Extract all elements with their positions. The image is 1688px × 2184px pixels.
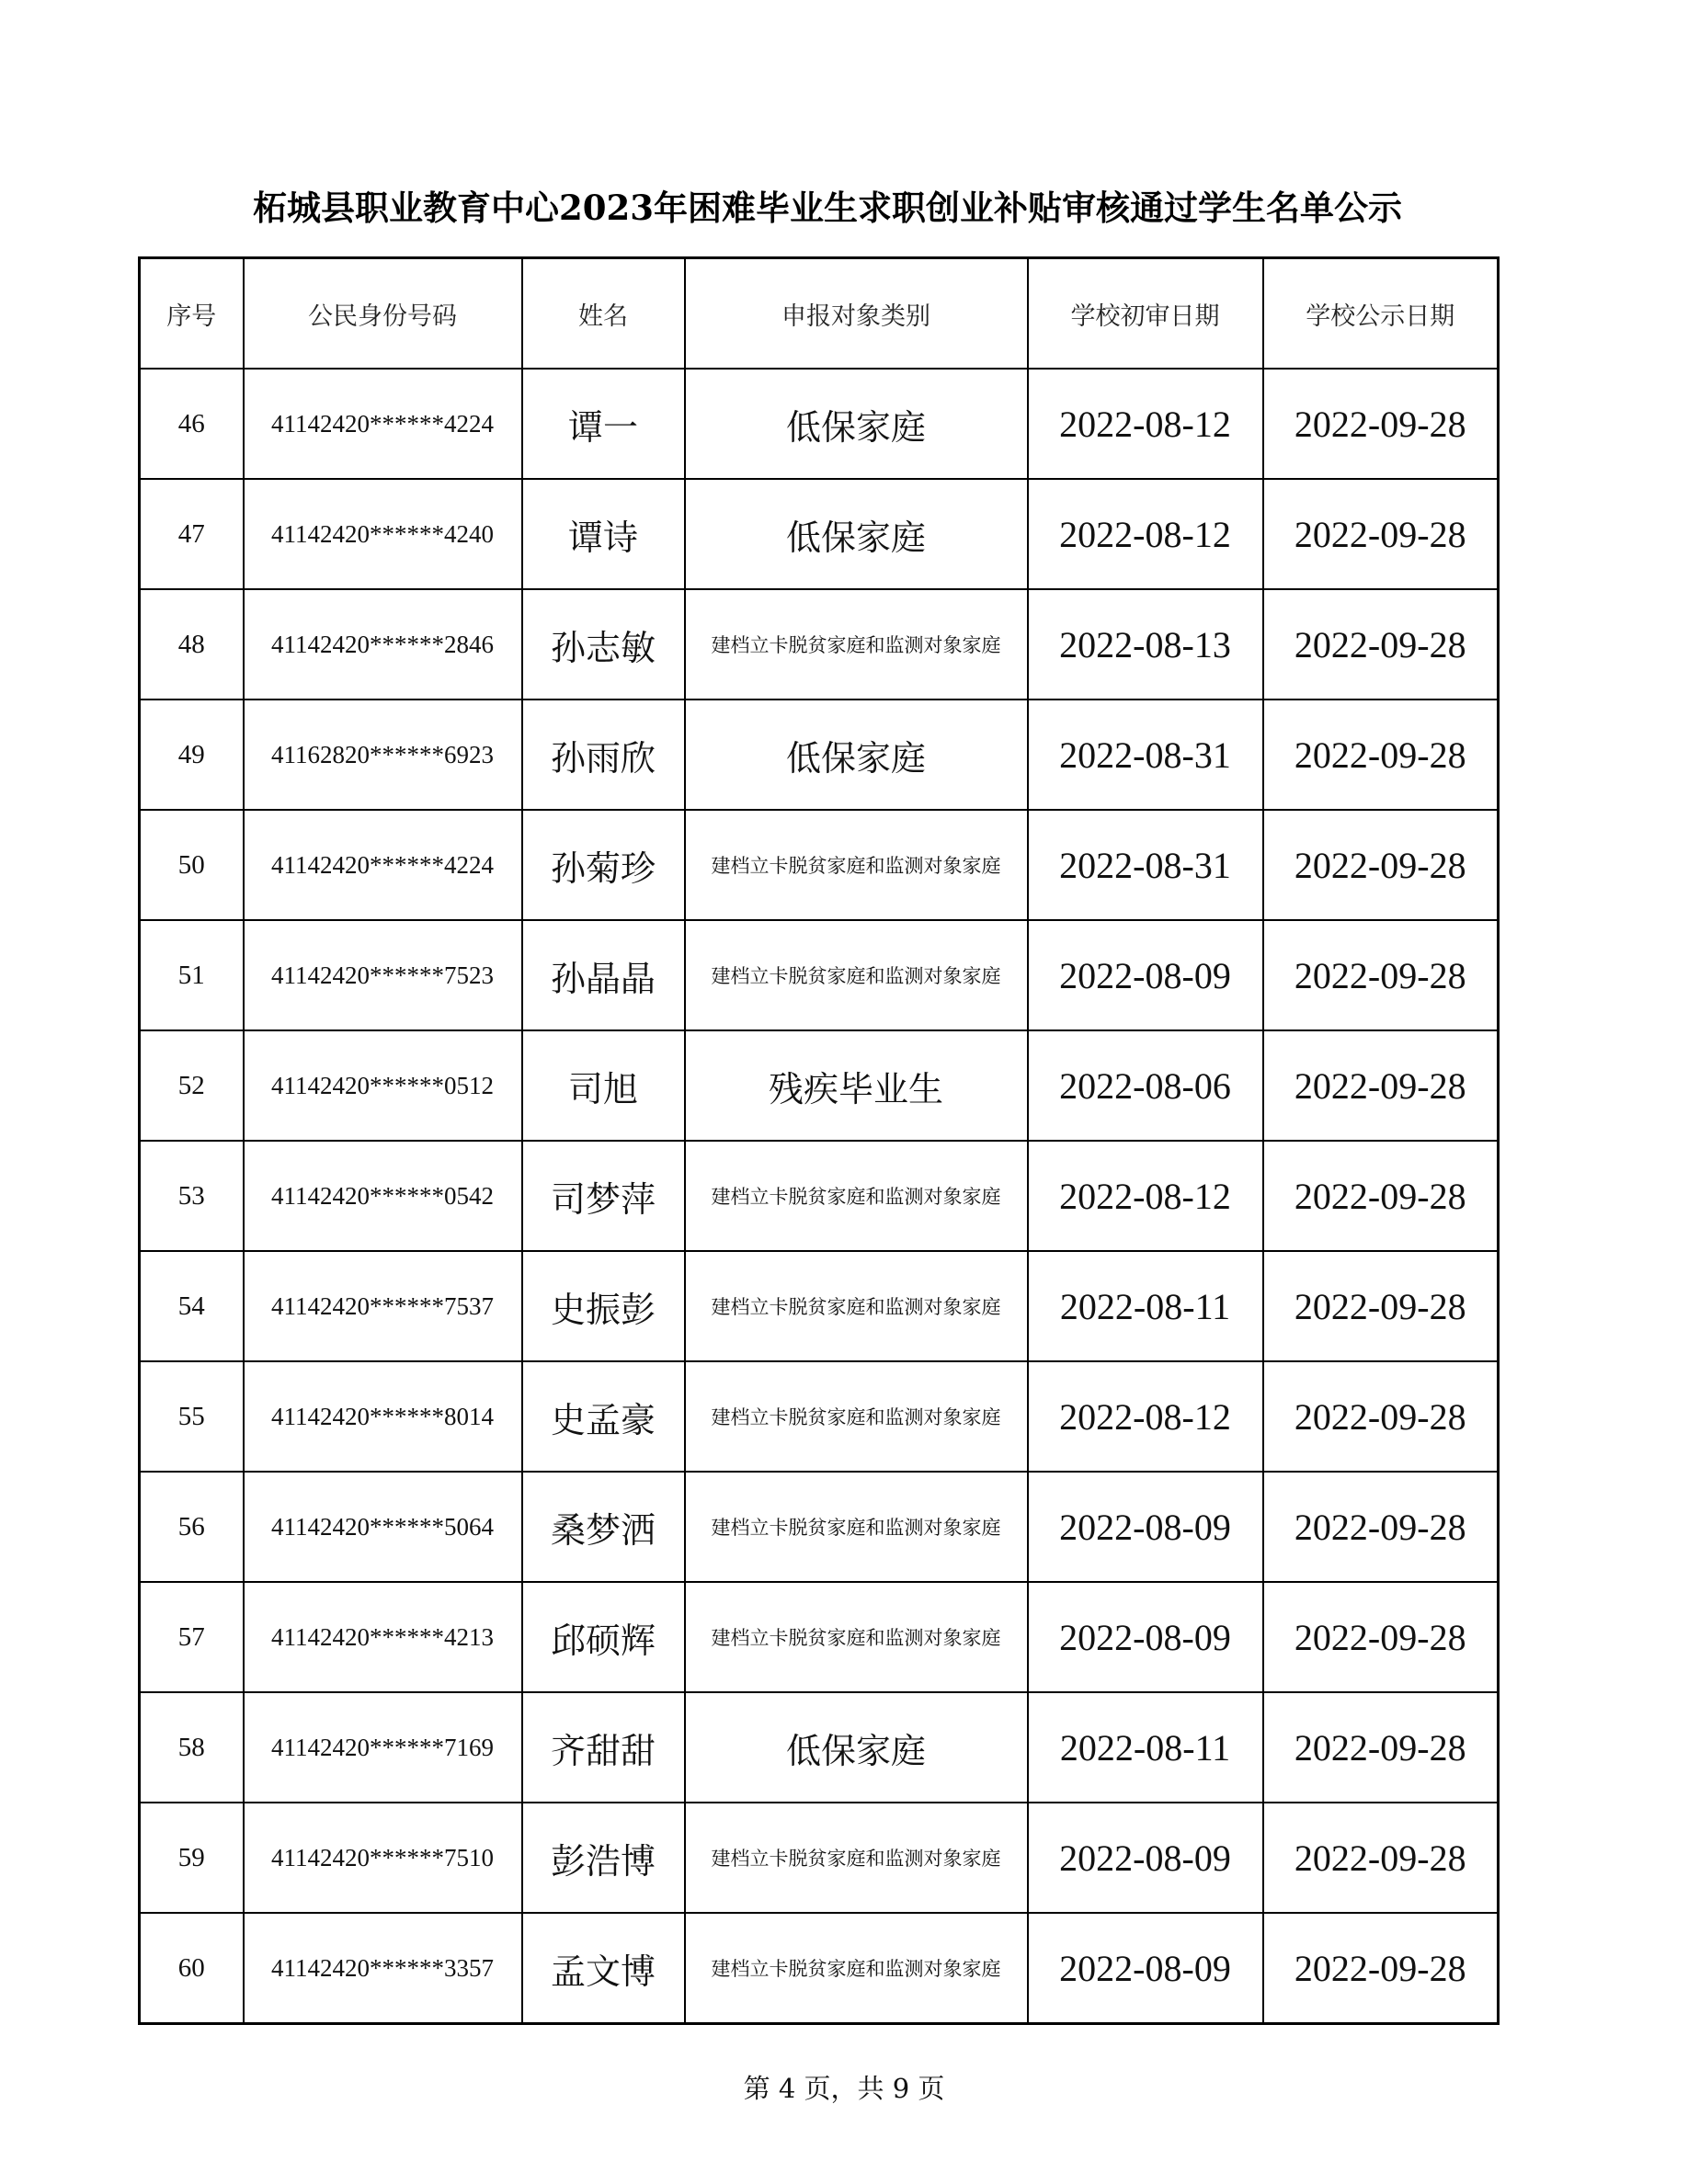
table-row [140, 1030, 1499, 1141]
cell-category: 低保家庭 [685, 369, 1028, 479]
cell-seq: 55 [140, 1361, 244, 1472]
cell-seq: 56 [140, 1472, 244, 1582]
cell-id-number: 41142420******7169 [244, 1692, 522, 1803]
table-row [140, 700, 1499, 810]
cell-review-date: 2022-08-12 [1028, 479, 1263, 589]
footer-prefix: 第 [743, 2073, 770, 2104]
table-row [140, 1472, 1499, 1582]
cell-name: 彭浩博 [522, 1803, 685, 1913]
cell-review-date: 2022-08-06 [1028, 1030, 1263, 1141]
table-row [140, 920, 1499, 1030]
cell-seq: 52 [140, 1030, 244, 1141]
cell-name: 邱硕辉 [522, 1582, 685, 1692]
cell-seq: 50 [140, 810, 244, 920]
cell-publish-date: 2022-09-28 [1263, 1472, 1499, 1582]
cell-review-date: 2022-08-11 [1028, 1251, 1263, 1361]
cell-publish-date: 2022-09-28 [1263, 810, 1499, 920]
cell-id-number: 41142420******5064 [244, 1472, 522, 1582]
cell-category: 建档立卡脱贫家庭和监测对象家庭 [685, 1361, 1028, 1472]
cell-id-number: 41142420******7510 [244, 1803, 522, 1913]
cell-id-number: 41142420******4240 [244, 479, 522, 589]
cell-name: 孙雨欣 [522, 700, 685, 810]
cell-seq: 48 [140, 589, 244, 700]
cell-name: 孙志敏 [522, 589, 685, 700]
cell-category: 残疾毕业生 [685, 1030, 1028, 1141]
cell-name: 齐甜甜 [522, 1692, 685, 1803]
table-row [140, 810, 1499, 920]
cell-seq: 51 [140, 920, 244, 1030]
table-row [140, 1361, 1499, 1472]
cell-seq: 58 [140, 1692, 244, 1803]
cell-category: 低保家庭 [685, 1692, 1028, 1803]
cell-review-date: 2022-08-12 [1028, 369, 1263, 479]
cell-name: 孟文博 [522, 1913, 685, 2024]
header-id-number: 公民身份号码 [244, 258, 522, 370]
table-row [140, 1803, 1499, 1913]
footer-page-number: 4 [778, 2073, 796, 2104]
table-row [140, 1141, 1499, 1251]
table-row [140, 1582, 1499, 1692]
table-row [140, 369, 1499, 479]
cell-review-date: 2022-08-09 [1028, 1803, 1263, 1913]
cell-review-date: 2022-08-09 [1028, 1913, 1263, 2024]
cell-category: 建档立卡脱贫家庭和监测对象家庭 [685, 1803, 1028, 1913]
table-header-row [140, 258, 1499, 370]
table-row [140, 1913, 1499, 2024]
cell-category: 建档立卡脱贫家庭和监测对象家庭 [685, 810, 1028, 920]
cell-seq: 60 [140, 1913, 244, 2024]
cell-review-date: 2022-08-31 [1028, 700, 1263, 810]
cell-seq: 49 [140, 700, 244, 810]
header-name: 姓名 [522, 258, 685, 370]
cell-review-date: 2022-08-12 [1028, 1141, 1263, 1251]
page-number-footer [0, 2068, 1688, 2106]
table-row [140, 1251, 1499, 1361]
cell-category: 建档立卡脱贫家庭和监测对象家庭 [685, 1141, 1028, 1251]
cell-review-date: 2022-08-09 [1028, 1472, 1263, 1582]
cell-publish-date: 2022-09-28 [1263, 1251, 1499, 1361]
cell-name: 孙晶晶 [522, 920, 685, 1030]
cell-publish-date: 2022-09-28 [1263, 920, 1499, 1030]
cell-review-date: 2022-08-11 [1028, 1692, 1263, 1803]
cell-publish-date: 2022-09-28 [1263, 1582, 1499, 1692]
cell-id-number: 41142420******7523 [244, 920, 522, 1030]
cell-name: 司旭 [522, 1030, 685, 1141]
cell-name: 史振彭 [522, 1251, 685, 1361]
cell-id-number: 41142420******0512 [244, 1030, 522, 1141]
table-row [140, 589, 1499, 700]
cell-seq: 59 [140, 1803, 244, 1913]
cell-name: 孙菊珍 [522, 810, 685, 920]
cell-name: 谭诗 [522, 479, 685, 589]
cell-publish-date: 2022-09-28 [1263, 1030, 1499, 1141]
cell-review-date: 2022-08-09 [1028, 920, 1263, 1030]
footer-total-pages: 9 [892, 2073, 910, 2104]
header-review-date: 学校初审日期 [1028, 258, 1263, 370]
header-publish-date: 学校公示日期 [1263, 258, 1499, 370]
cell-category: 低保家庭 [685, 479, 1028, 589]
document-title: 柘城县职业教育中心2023年困难毕业生求职创业补贴审核通过学生名单公示 [253, 188, 1402, 228]
cell-publish-date: 2022-09-28 [1263, 589, 1499, 700]
cell-publish-date: 2022-09-28 [1263, 369, 1499, 479]
cell-review-date: 2022-08-31 [1028, 810, 1263, 920]
cell-id-number: 41142420******4224 [244, 810, 522, 920]
cell-name: 司梦萍 [522, 1141, 685, 1251]
footer-suffix: 页 [918, 2073, 945, 2104]
cell-id-number: 41142420******4224 [244, 369, 522, 479]
cell-seq: 47 [140, 479, 244, 589]
cell-category: 建档立卡脱贫家庭和监测对象家庭 [685, 1472, 1028, 1582]
header-category: 申报对象类别 [685, 258, 1028, 370]
cell-publish-date: 2022-09-28 [1263, 700, 1499, 810]
cell-publish-date: 2022-09-28 [1263, 479, 1499, 589]
cell-id-number: 41162820******6923 [244, 700, 522, 810]
cell-id-number: 41142420******4213 [244, 1582, 522, 1692]
cell-category: 建档立卡脱贫家庭和监测对象家庭 [685, 589, 1028, 700]
cell-id-number: 41142420******8014 [244, 1361, 522, 1472]
cell-publish-date: 2022-09-28 [1263, 1803, 1499, 1913]
cell-review-date: 2022-08-12 [1028, 1361, 1263, 1472]
cell-review-date: 2022-08-09 [1028, 1582, 1263, 1692]
cell-publish-date: 2022-09-28 [1263, 1361, 1499, 1472]
footer-mid: 页，共 [804, 2073, 884, 2104]
cell-publish-date: 2022-09-28 [1263, 1692, 1499, 1803]
header-seq: 序号 [140, 258, 244, 370]
cell-publish-date: 2022-09-28 [1263, 1141, 1499, 1251]
cell-category: 建档立卡脱贫家庭和监测对象家庭 [685, 920, 1028, 1030]
cell-id-number: 41142420******2846 [244, 589, 522, 700]
cell-name: 史孟豪 [522, 1361, 685, 1472]
cell-name: 谭一 [522, 369, 685, 479]
cell-seq: 53 [140, 1141, 244, 1251]
student-roster-table [138, 256, 1500, 2025]
table-row [140, 479, 1499, 589]
cell-name: 桑梦洒 [522, 1472, 685, 1582]
cell-seq: 46 [140, 369, 244, 479]
cell-id-number: 41142420******0542 [244, 1141, 522, 1251]
cell-seq: 54 [140, 1251, 244, 1361]
cell-review-date: 2022-08-13 [1028, 589, 1263, 700]
cell-publish-date: 2022-09-28 [1263, 1913, 1499, 2024]
cell-category: 建档立卡脱贫家庭和监测对象家庭 [685, 1913, 1028, 2024]
cell-seq: 57 [140, 1582, 244, 1692]
cell-category: 建档立卡脱贫家庭和监测对象家庭 [685, 1251, 1028, 1361]
table-row [140, 1692, 1499, 1803]
cell-category: 建档立卡脱贫家庭和监测对象家庭 [685, 1582, 1028, 1692]
cell-id-number: 41142420******3357 [244, 1913, 522, 2024]
cell-category: 低保家庭 [685, 700, 1028, 810]
cell-id-number: 41142420******7537 [244, 1251, 522, 1361]
